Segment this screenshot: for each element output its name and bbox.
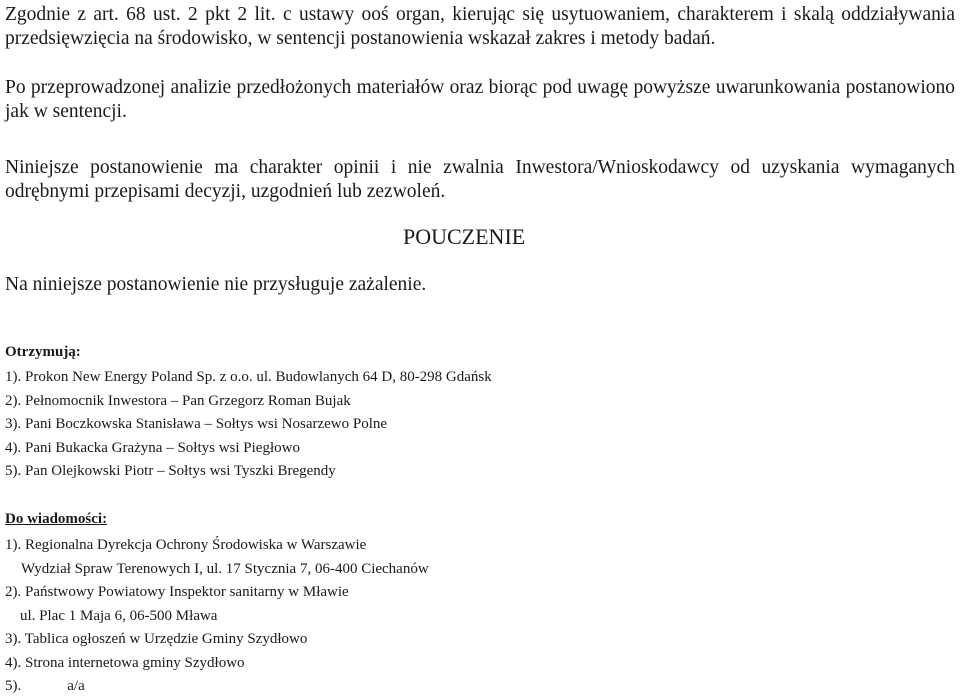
recipient-item: 5). Pan Olejkowski Piotr – Sołtys wsi Tyszki Bregendy xyxy=(5,463,336,479)
recipients-title: Otrzymują: xyxy=(5,344,81,360)
for-information-section xyxy=(5,509,429,699)
instruction-heading: POUCZENIE xyxy=(403,224,526,249)
for-information-list xyxy=(5,534,429,699)
info-item-continuation xyxy=(5,558,429,582)
info-item-continuation xyxy=(5,605,429,629)
recipients-list xyxy=(5,366,492,484)
info-item-text: ul. Plac 1 Maja 6, 06-500 Mława xyxy=(20,607,218,624)
instruction-text: Na niniejsze postanowienie nie przysługuje zażalenie. xyxy=(5,274,427,295)
paragraph-opinion-note: Niniejsze postanowienie ma charakter opinii i nie zwalnia Inwestora/Wnioskodawcy od uzyskania wymaganych odrębnymi przepisami decyzji, uzgodnień lub zezwoleń. xyxy=(5,157,955,202)
recipient-item: 4). Pani Bukacka Grażyna – Sołtys wsi Piegłowo xyxy=(5,439,300,456)
info-item-text: Wydział Spraw Terenowych I, ul. 17 Stycznia 7, 06-400 Ciechanów xyxy=(21,560,429,577)
recipient-item: 1). Prokon New Energy Poland Sp. z o.o. ul. Budowlanych 64 D, 80-298 Gdańsk xyxy=(5,369,492,385)
info-item: 3). Tablica ogłoszeń w Urzędzie Gminy Szydłowo xyxy=(5,631,308,647)
info-item-text: a/a xyxy=(67,678,85,694)
recipient-item: 3). Pani Boczkowska Stanisława – Sołtys wsi Nosarzewo Polne xyxy=(5,416,388,432)
paragraph-legal-basis: Zgodnie z art. 68 ust. 2 pkt 2 lit. c ustawy ooś organ, kierując się usytuowaniem, charakterem i skalą oddziaływania przedsięwzięcia na środowisko, w sentencji postanowienia wskazał zakres i metody badań. xyxy=(5,4,955,49)
paragraph-analysis: Po przeprowadzonej analizie przedłożonych materiałów oraz biorąc pod uwagę powyższe uwarunkowania postanowiono jak w sentencji. xyxy=(5,77,955,122)
info-item: 4). Strona internetowa gminy Szydłowo xyxy=(5,654,245,671)
info-item: 2). Państwowy Powiatowy Inspektor sanitarny w Mławie xyxy=(5,584,349,600)
info-item xyxy=(5,675,429,699)
recipients-section xyxy=(5,342,492,484)
for-information-title: Do wiadomości: xyxy=(5,511,108,527)
info-item: 1). Regionalna Dyrekcja Ochrony Środowiska w Warszawie xyxy=(5,537,367,553)
recipient-item: 2). Pełnomocnik Inwestora – Pan Grzegorz Roman Bujak xyxy=(5,392,351,409)
info-item-number: 5). xyxy=(5,678,22,694)
